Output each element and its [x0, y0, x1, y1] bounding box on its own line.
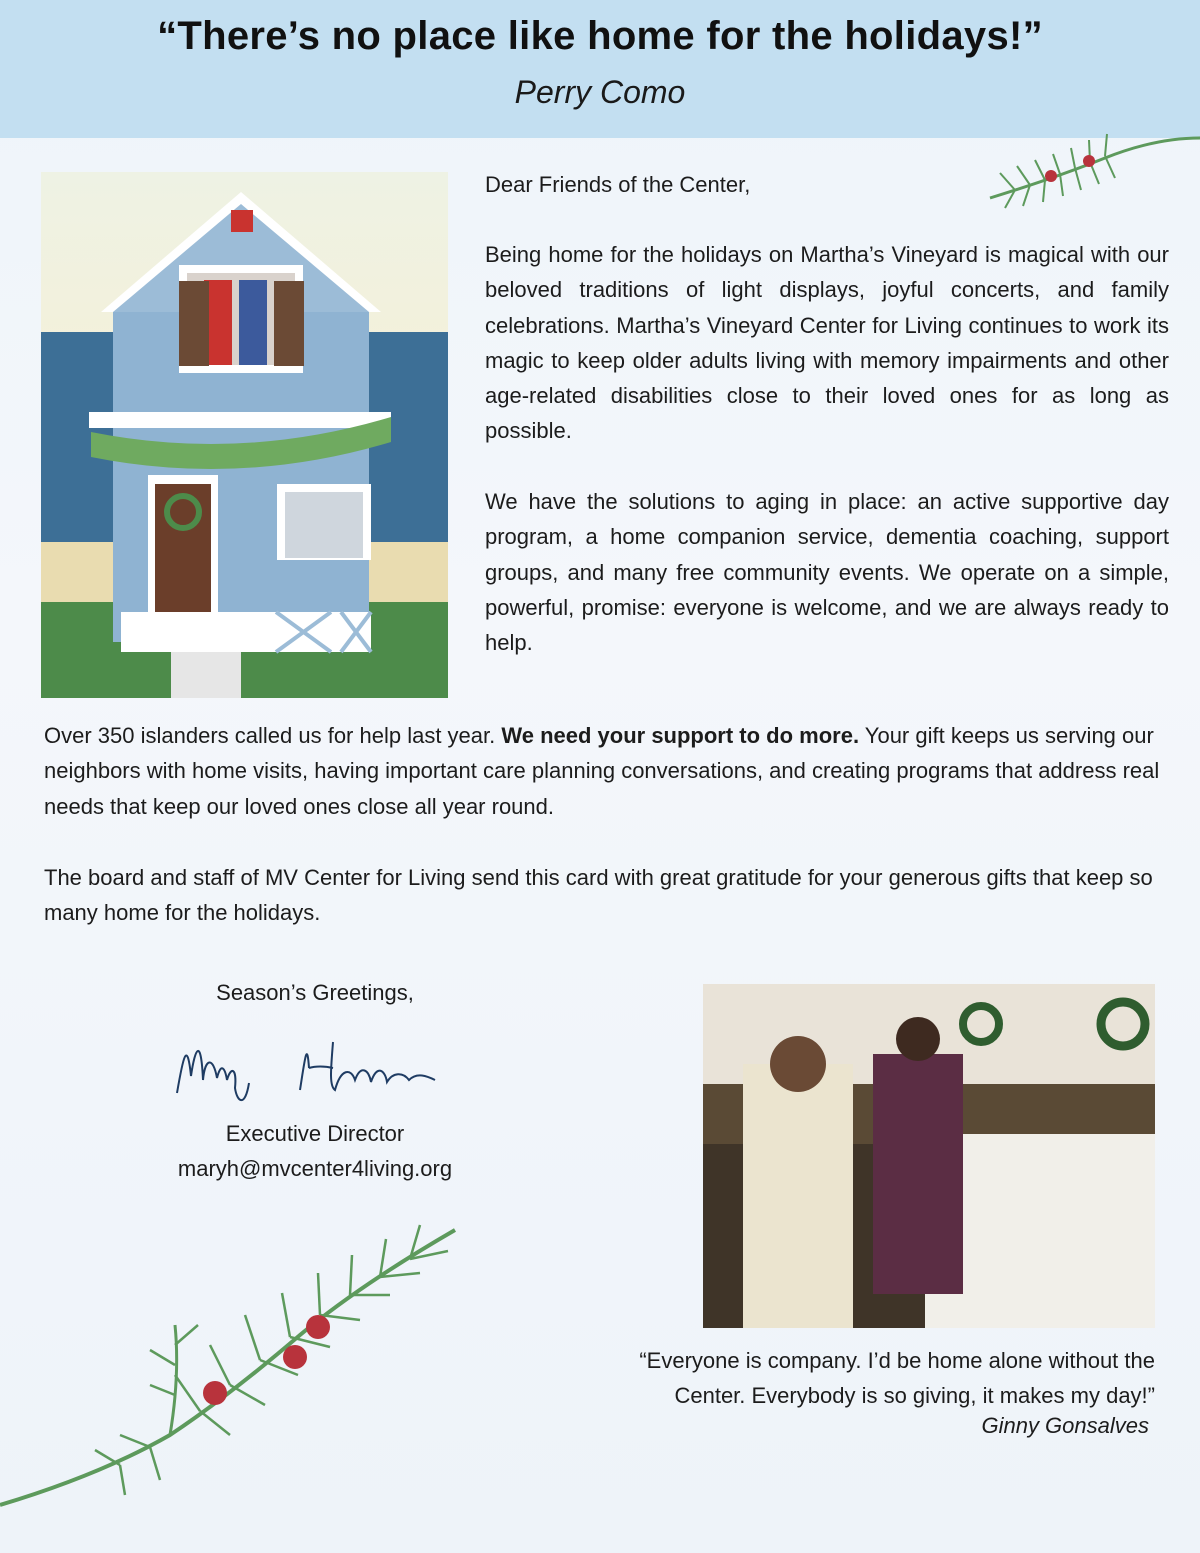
headline-quote: “There’s no place like home for the holidays!”: [157, 14, 1043, 58]
letter-paragraph-2: We have the solutions to aging in place: an active supportive day program, a home companion service, dementia coaching, support groups, and many free community events. We operate on a simple, powerful, promise: everyone is welcome, and we are always ready to help.: [485, 489, 1169, 656]
testimonial-quote-line-2: Center. Everybody is so giving, it makes my day!”: [674, 1383, 1155, 1408]
letter-paragraph-4: The board and staff of MV Center for Living send this card with great gratitude for your generous gifts that keep so many home for the holidays.: [44, 865, 1153, 926]
signature-image: [165, 1028, 465, 1113]
home-for-the-holidays-illustration: [41, 172, 448, 698]
quote-author: Perry Como: [514, 74, 686, 110]
support-callout: We need your support to do more.: [501, 723, 860, 748]
paragraph-3-end: Your gift keeps us serving our neighbors with home visits, having important care planning conversations, and creating programs that address real needs that keep our loved ones close all year round.: [44, 723, 1160, 819]
signer-email[interactable]: maryh@mvcenter4living.org: [177, 1156, 453, 1181]
holiday-display-photo: [703, 984, 1155, 1328]
letter-paragraph-3: [44, 718, 1164, 824]
testimonial-quote: [500, 1343, 1155, 1413]
testimonial-quote-line-1: “Everyone is company. I’d be home alone without the: [639, 1348, 1155, 1373]
signer-title: Executive Director: [225, 1121, 405, 1146]
letter-greeting: Dear Friends of the Center,: [485, 172, 751, 197]
paragraph-3-start: Over 350 islanders called us for help last year.: [44, 723, 502, 748]
letter-paragraph-1: Being home for the holidays on Martha’s Vineyard is magical with our beloved traditions of light displays, joyful concerts, and family celebrations. Martha’s Vineyard Center for Living continues to work its magic to keep older adults living with memory impairments and other age-related disabilities close to their loved ones for as long as possible.: [485, 242, 1169, 444]
header-banner: [0, 0, 1200, 138]
pine-branch-bottom-icon: [0, 1215, 470, 1520]
testimonial-author: Ginny Gonsalves: [981, 1413, 1149, 1438]
closing: Season’s Greetings,: [216, 980, 414, 1005]
